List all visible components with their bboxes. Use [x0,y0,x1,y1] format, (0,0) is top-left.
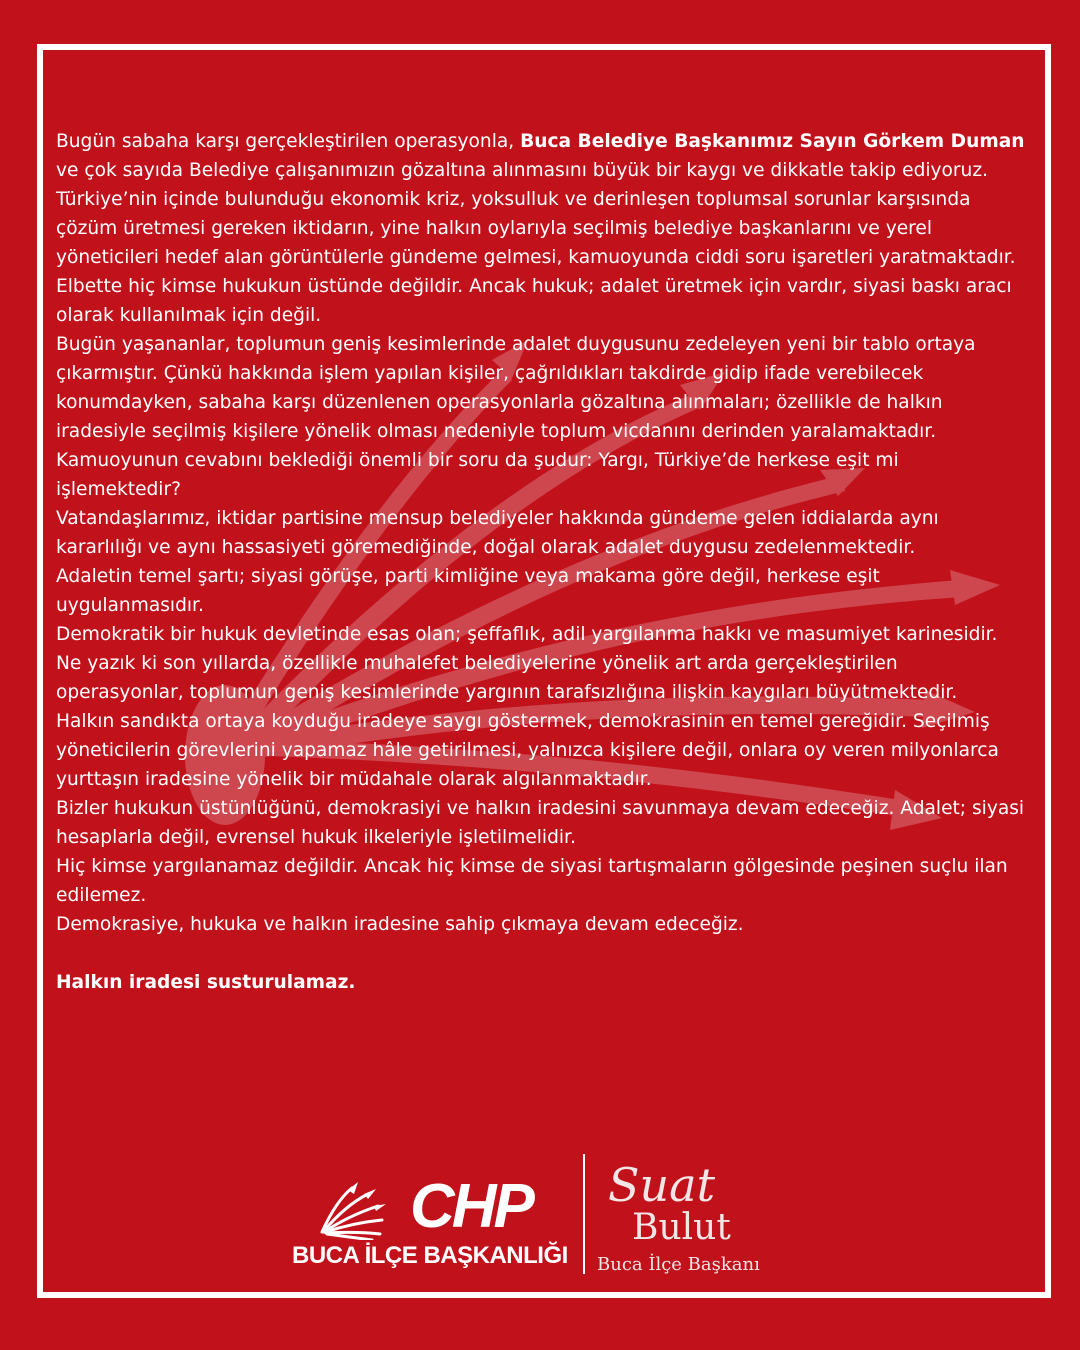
statement-paragraph: Vatandaşlarımız, iktidar partisine mensup belediyeler hakkında gündeme gelen iddialarda aynı kararlılığı ve aynı hassasiyeti göremediğinde, doğal olarak adalet duygusu zedelenmektedir. [56,508,939,558]
statement-paragraph: Türkiye’nin içinde bulunduğu ekonomik kriz, yoksulluk ve derinleşen toplumsal sorunlar karşısında çözüm üretmesi gereken iktidarın, yine halkın oylarıyla seçilmiş belediye başkanlarını ve yerel yöneticileri hedef alan görüntülerle gündeme gelmesi, kamuoyunda ciddi soru işaretleri yaratmaktadır. [56,189,1016,268]
statement-paragraph: Bugün yaşananlar, toplumun geniş kesimlerinde adalet duygusunu zedeleyen yeni bir tablo ortaya çıkarmıştır. Çünkü hakkında işlem yapılan kişiler, çağrıldıkları takdirde gidip ifade verebilecek konumdayken, sabaha karşı düzenlenen operasyonlarla gözaltına alınmaları; özellikle de halkın iradesiyle seçilmiş kişilere yönelik olması nedeniyle toplum vicdanını derinden yaralamaktadır. [56,334,976,442]
footer-divider [583,1154,585,1274]
statement-paragraph: Halkın sandıkta ortaya koyduğu iradeye saygı göstermek, demokrasinin en temel gereğidir. Seçilmiş yöneticilerin görevlerini yapamaz hâle getirilmesi, yalnızca kişilere değil, onlara oy veren milyonlarca yurttaşın iradesine yönelik bir müdahale olarak algılanmaktadır. [56,711,999,790]
footer-branding [290,1150,810,1285]
statement-paragraph: Adaletin temel şartı; siyasi görüşe, parti kimliğine veya makama göre değil, herkese eşit uygulanmasıdır. [56,566,880,616]
district-office-label: BUCA İLÇE BAŞKANLIĞI [292,1242,568,1269]
signature-first-name: Suat [608,1158,716,1212]
statement-paragraph: Demokrasiye, hukuka ve halkın iradesine sahip çıkmaya devam edeceğiz. [56,914,744,935]
press-statement [56,127,1026,997]
statement-paragraph: Elbette hiç kimse hukukun üstünde değildir. Ancak hukuk; adalet üretmek için vardır, siyasi baskı aracı olarak kullanılmak için değil. [56,276,1012,326]
statement-paragraph: Kamuoyunun cevabını beklediği önemli bir soru da şudur: Yargı, Türkiye’de herkese eşit mi işlemektedir? [56,450,899,500]
statement-intro: Bugün sabaha karşı gerçekleştirilen operasyonla, Buca Belediye Başkanımız Sayın Görkem Duman ve çok sayıda Belediye çalışanımızın gözaltına alınmasını büyük bir kaygı ve dikkatle takip ediyoruz. [56,131,1025,181]
signature-last-name: Bulut [632,1207,731,1248]
statement-paragraph: Bizler hukukun üstünlüğünü, demokrasiyi ve halkın iradesini savunmaya devam edeceğiz. Adalet; siyasi hesaplarla değil, evrensel hukuk ilkeleriyle işletilmelidir. [56,798,1025,848]
statement-paragraph: Demokratik bir hukuk devletinde esas olan; şeffaflık, adil yargılanma hakkı ve masumiyet karinesidir. Ne yazık ki son yıllarda, özellikle muhalefet belediyelerine yönelik art arda gerçekleştirilen operasyonlar, toplumun geniş kesimlerinde yargının tarafsızlığına ilişkin kaygıları büyütmektedir. [56,624,998,703]
chair-title: Buca İlçe Başkanı [597,1254,760,1275]
chp-wordmark: CHP [410,1172,532,1241]
mayor-name: Buca Belediye Başkanımız Sayın Görkem Duman [520,131,1025,152]
closing-slogan: Halkın iradesi susturulamaz. [56,972,356,993]
chp-six-arrows-icon [318,1180,386,1240]
statement-paragraph: Hiç kimse yargılanamaz değildir. Ancak hiç kimse de siyasi tartışmaların gölgesinde peşinen suçlu ilan edilemez. [56,856,1008,906]
